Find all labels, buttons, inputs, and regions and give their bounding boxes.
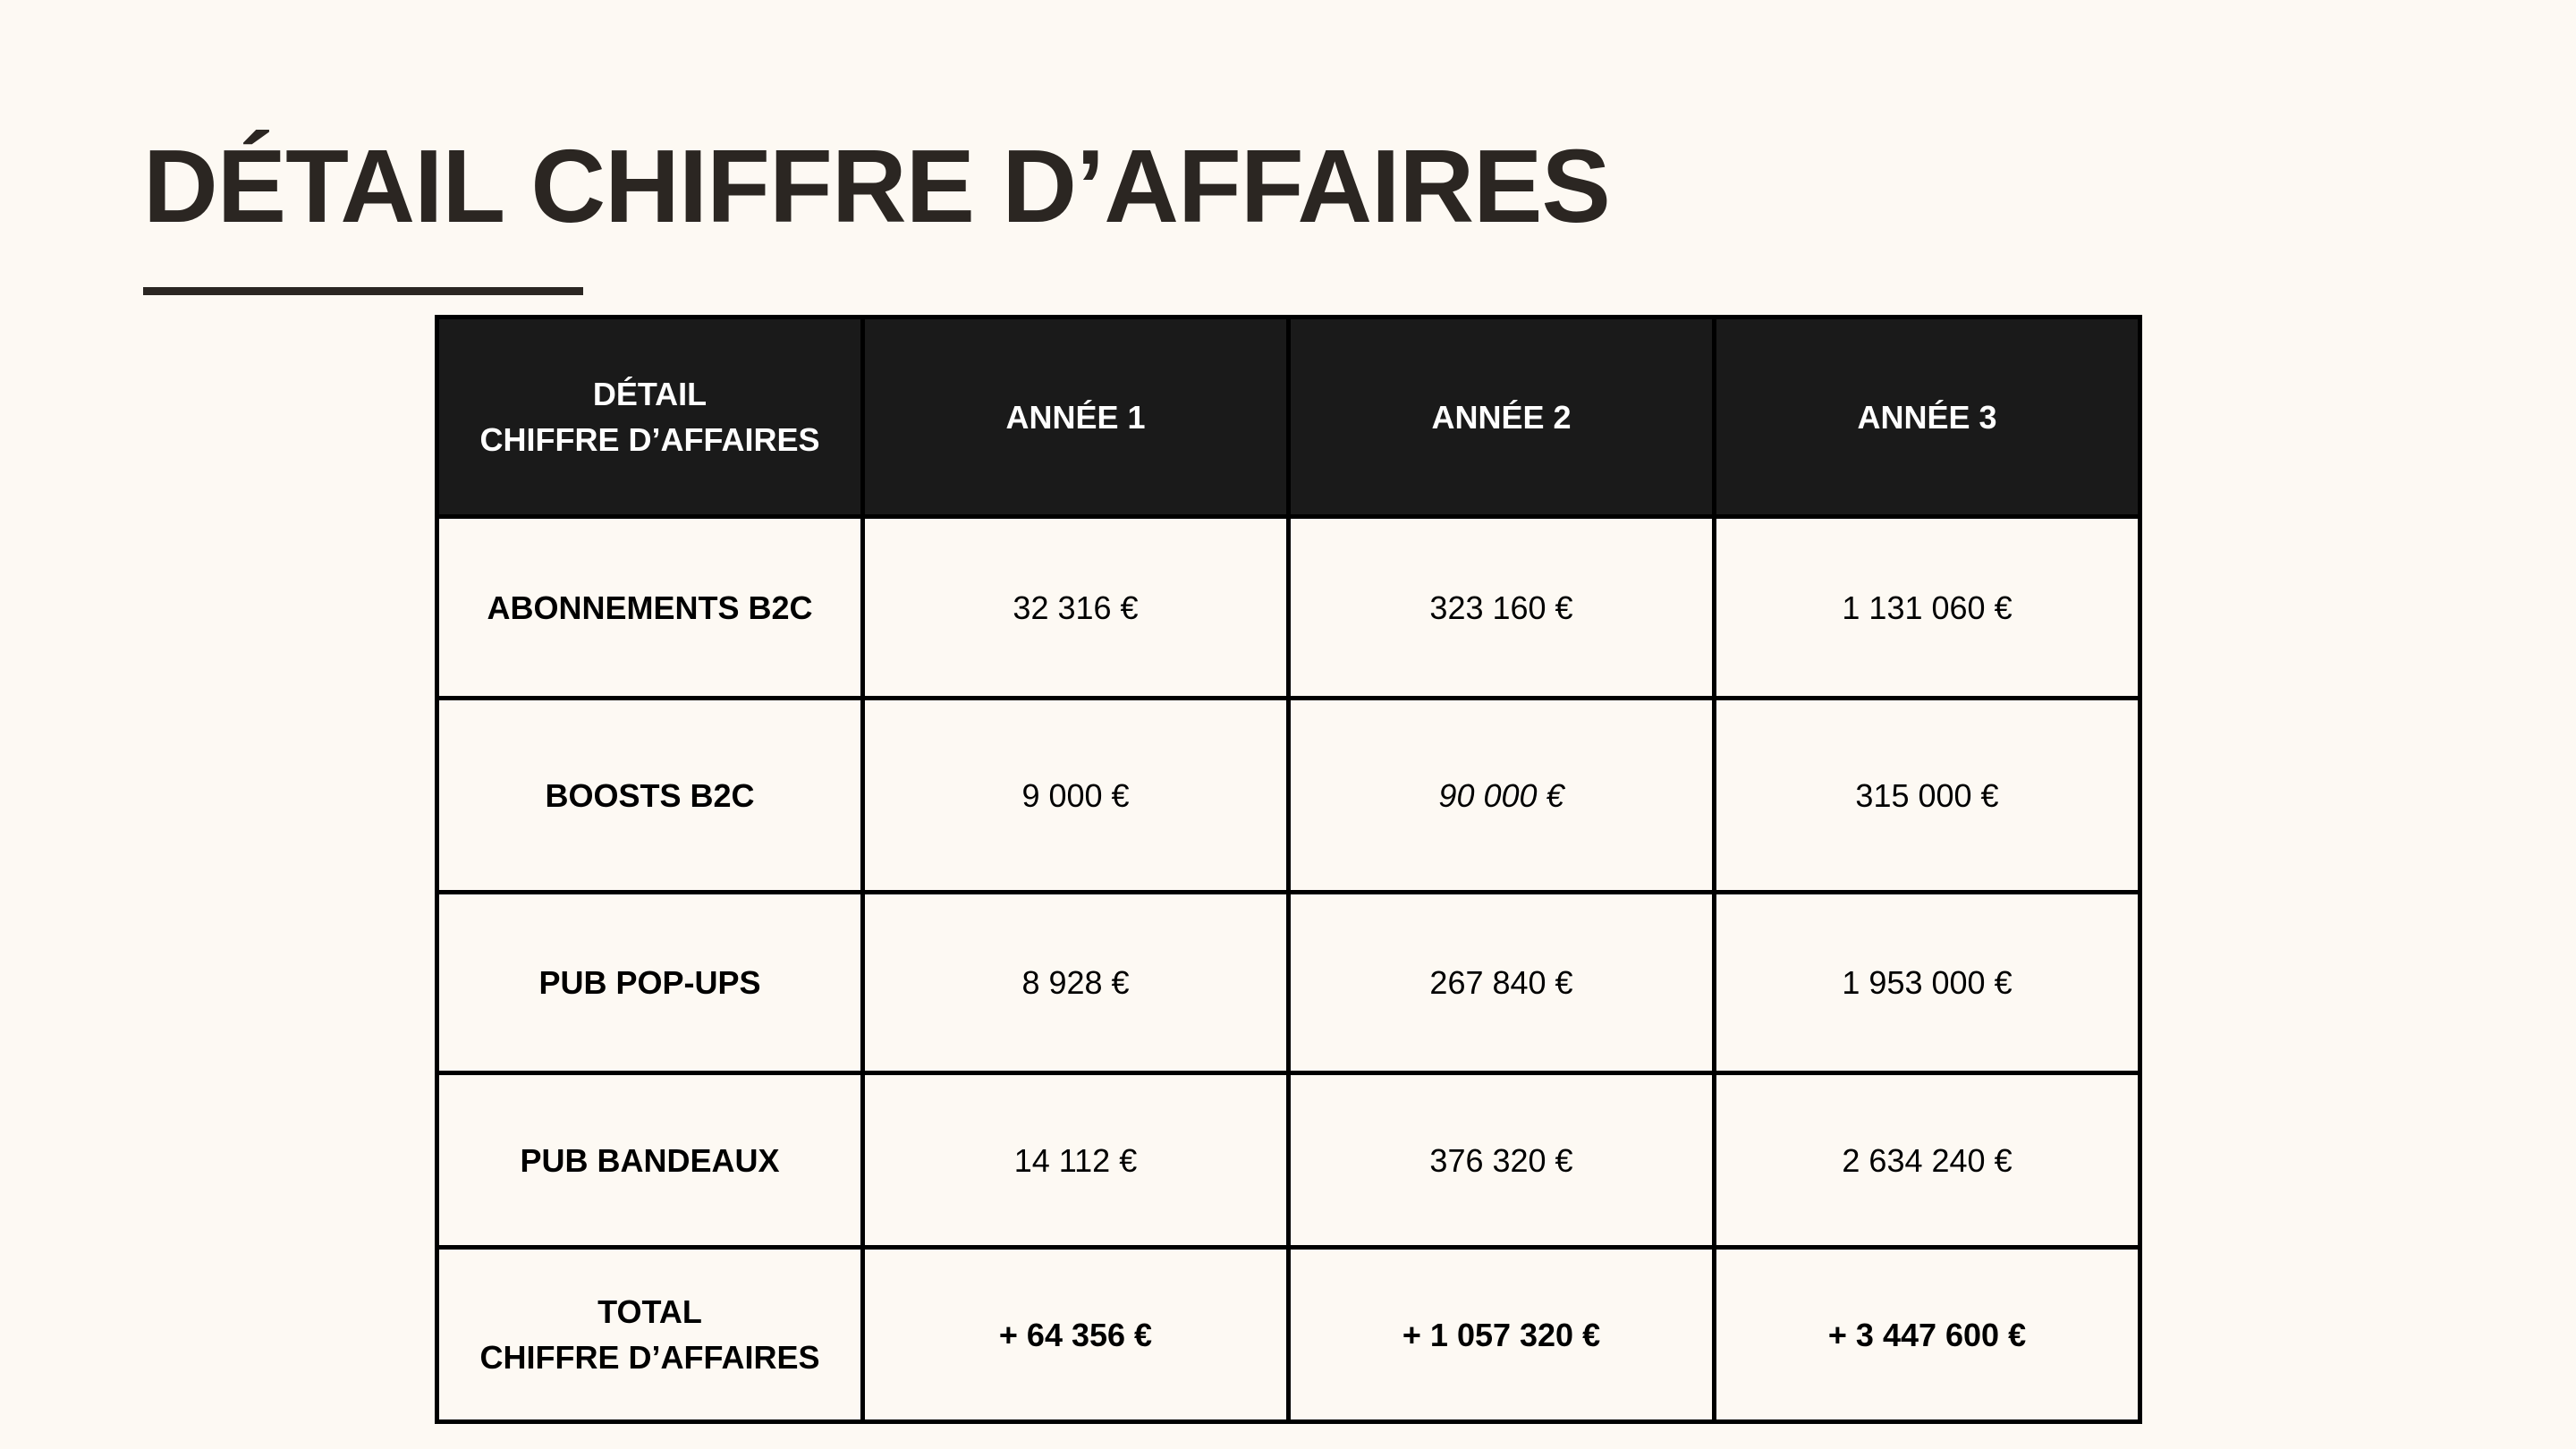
total-label-line2: CHIFFRE D’AFFAIRES: [479, 1339, 820, 1376]
table-cell: 9 000 €: [863, 699, 1289, 893]
total-cell: + 3 447 600 €: [1715, 1248, 2140, 1422]
table-cell: 315 000 €: [1715, 699, 2140, 893]
table-cell: 8 928 €: [863, 893, 1289, 1073]
table-cell: 376 320 €: [1289, 1073, 1715, 1248]
table-row: [437, 1073, 2140, 1248]
row-label: ABONNEMENTS B2C: [437, 517, 863, 699]
table-row: [437, 517, 2140, 699]
table-cell: 90 000 €: [1289, 699, 1715, 893]
row-label: BOOSTS B2C: [437, 699, 863, 893]
table-cell: 14 112 €: [863, 1073, 1289, 1248]
header-label-line2: CHIFFRE D’AFFAIRES: [479, 421, 820, 458]
total-label: [437, 1248, 863, 1422]
table-header-row: [437, 318, 2140, 517]
table-cell: 2 634 240 €: [1715, 1073, 2140, 1248]
page-title: DÉTAIL CHIFFRE D’AFFAIRES: [143, 128, 1610, 244]
total-cell: + 64 356 €: [863, 1248, 1289, 1422]
header-year-3: ANNÉE 3: [1715, 318, 2140, 517]
header-year-2: ANNÉE 2: [1289, 318, 1715, 517]
title-underline: [143, 287, 583, 295]
header-year-1: ANNÉE 1: [863, 318, 1289, 517]
table-row: [437, 893, 2140, 1073]
row-label: PUB BANDEAUX: [437, 1073, 863, 1248]
total-cell: + 1 057 320 €: [1289, 1248, 1715, 1422]
table-cell: 32 316 €: [863, 517, 1289, 699]
total-label-line1: TOTAL: [597, 1293, 702, 1330]
header-label-line1: DÉTAIL: [592, 376, 708, 412]
table-cell: 1 131 060 €: [1715, 517, 2140, 699]
header-detail-label: [437, 318, 863, 517]
total-row: [437, 1248, 2140, 1422]
row-label: PUB POP-UPS: [437, 893, 863, 1073]
table-cell: 1 953 000 €: [1715, 893, 2140, 1073]
table-cell: 323 160 €: [1289, 517, 1715, 699]
revenue-table: [435, 315, 2142, 1424]
table-row: [437, 699, 2140, 893]
table-cell: 267 840 €: [1289, 893, 1715, 1073]
